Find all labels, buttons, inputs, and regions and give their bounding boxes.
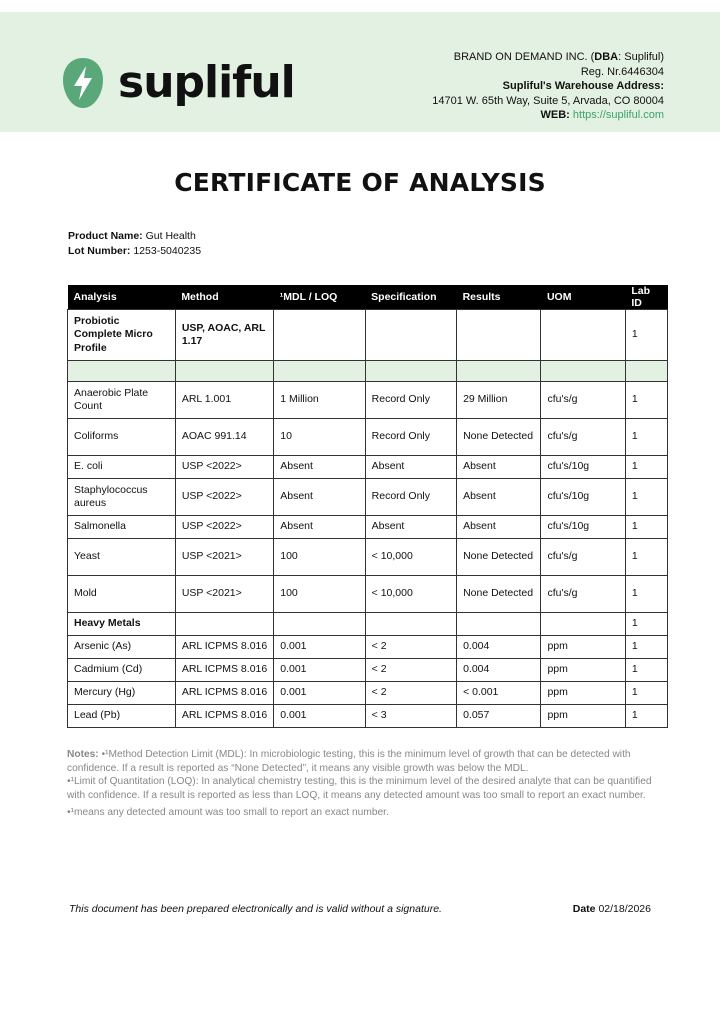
table-cell: None Detected xyxy=(457,419,541,456)
table-cell: USP <2021> xyxy=(175,539,273,576)
table-cell: 1 xyxy=(625,682,667,705)
table-cell: 0.001 xyxy=(274,659,365,682)
table-cell: Mercury (Hg) xyxy=(68,682,176,705)
table-cell: ARL ICPMS 8.016 xyxy=(175,659,273,682)
table-cell: ARL ICPMS 8.016 xyxy=(175,682,273,705)
note-mdl: Notes: •¹Method Detection Limit (MDL): In microbiologic testing, this is the minimum level of growth that can be detected with confidence. If a result is reported as “None Detected”, it means any visible growth was below the MDL. xyxy=(67,749,631,774)
table-cell: Absent xyxy=(457,479,541,516)
note-amount: •¹means any detected amount was too small to report an exact number. xyxy=(67,807,389,819)
table-cell: < 2 xyxy=(365,659,456,682)
table-row xyxy=(68,479,668,516)
table-cell: 1 xyxy=(625,382,667,419)
table-row xyxy=(68,456,668,479)
table-cell: 1 xyxy=(625,419,667,456)
table-cell: Salmonella xyxy=(68,516,176,539)
header-specification: Specification xyxy=(365,285,456,310)
table-section-row xyxy=(68,613,668,636)
table-row xyxy=(68,682,668,705)
table-cell xyxy=(68,361,176,382)
table-cell: 1 xyxy=(625,456,667,479)
table-cell: Arsenic (As) xyxy=(68,636,176,659)
table-cell: 0.001 xyxy=(274,636,365,659)
table-cell: Yeast xyxy=(68,539,176,576)
company-info xyxy=(432,50,664,123)
table-section-row xyxy=(68,310,668,361)
header-lab-id: Lab ID xyxy=(625,285,667,310)
table-cell: ppm xyxy=(541,636,625,659)
table-cell: ppm xyxy=(541,705,625,728)
table-row xyxy=(68,576,668,613)
supliful-logo xyxy=(62,56,295,110)
table-band-row xyxy=(68,361,668,382)
lot-number-line: Lot Number: 1253-5040235 xyxy=(68,245,202,257)
table-cell: AOAC 991.14 xyxy=(175,419,273,456)
table-cell: 1 xyxy=(625,613,667,636)
table-cell xyxy=(457,361,541,382)
web-line: WEB: https://supliful.com xyxy=(540,109,664,122)
table-cell: Absent xyxy=(274,479,365,516)
table-cell: 1 xyxy=(625,705,667,728)
header-results: Results xyxy=(457,285,541,310)
table-row xyxy=(68,539,668,576)
product-name: Gut Health xyxy=(145,230,196,242)
table-cell xyxy=(274,613,365,636)
table-cell: cfu's/10g xyxy=(541,479,625,516)
table-cell: USP <2022> xyxy=(175,456,273,479)
table-cell: < 10,000 xyxy=(365,539,456,576)
table-cell: < 3 xyxy=(365,705,456,728)
company-line: BRAND ON DEMAND INC. (DBA: Supliful) xyxy=(453,51,664,63)
header-mdl-loq: ¹MDL / LOQ xyxy=(274,285,365,310)
header-analysis: Analysis xyxy=(68,285,176,310)
header-uom: UOM xyxy=(541,285,625,310)
table-cell: Absent xyxy=(457,456,541,479)
table-row xyxy=(68,516,668,539)
table-cell: < 10,000 xyxy=(365,576,456,613)
table-cell xyxy=(625,361,667,382)
table-cell: Lead (Pb) xyxy=(68,705,176,728)
table-cell: cfu's/10g xyxy=(541,456,625,479)
table-cell: < 2 xyxy=(365,636,456,659)
table-cell: 1 xyxy=(625,576,667,613)
table-cell: 1 xyxy=(625,310,667,361)
warehouse-address: 14701 W. 65th Way, Suite 5, Arvada, CO 80004 xyxy=(432,94,664,107)
table-cell: 1 xyxy=(625,479,667,516)
table-cell xyxy=(457,613,541,636)
table-body xyxy=(68,310,668,728)
table-row xyxy=(68,419,668,456)
table-cell xyxy=(541,613,625,636)
table-cell xyxy=(541,361,625,382)
table-cell: 0.057 xyxy=(457,705,541,728)
table-cell: Coliforms xyxy=(68,419,176,456)
signature-statement: This document has been prepared electronically and is valid without a signature. xyxy=(69,903,442,915)
table-cell: 100 xyxy=(274,576,365,613)
table-row xyxy=(68,705,668,728)
table-cell: ppm xyxy=(541,682,625,705)
table-cell: cfu's/g xyxy=(541,576,625,613)
table-cell: 0.001 xyxy=(274,705,365,728)
table-cell: 1 xyxy=(625,539,667,576)
website-link[interactable]: https://supliful.com xyxy=(572,109,664,122)
table-cell: 1 xyxy=(625,636,667,659)
analysis-table xyxy=(67,285,668,728)
table-row xyxy=(68,659,668,682)
table-cell: USP <2022> xyxy=(175,479,273,516)
table-cell: Record Only xyxy=(365,382,456,419)
table-cell: < 2 xyxy=(365,682,456,705)
table-cell: Staphylococcus aureus xyxy=(68,479,176,516)
table-cell xyxy=(457,310,541,361)
table-cell: USP, AOAC, ARL 1.17 xyxy=(175,310,273,361)
table-cell: 0.001 xyxy=(274,682,365,705)
table-cell: Absent xyxy=(365,456,456,479)
table-cell: < 0.001 xyxy=(457,682,541,705)
table-cell: USP <2021> xyxy=(175,576,273,613)
table-cell: Mold xyxy=(68,576,176,613)
table-cell: 10 xyxy=(274,419,365,456)
brand-name: supliful xyxy=(118,57,295,108)
table-row xyxy=(68,636,668,659)
table-cell: cfu's/g xyxy=(541,419,625,456)
table-cell xyxy=(274,310,365,361)
table-cell: Absent xyxy=(274,456,365,479)
table-cell: cfu's/g xyxy=(541,539,625,576)
table-cell xyxy=(541,310,625,361)
table-cell: 0.004 xyxy=(457,636,541,659)
table-cell: ARL ICPMS 8.016 xyxy=(175,705,273,728)
lightning-bolt-icon xyxy=(62,56,104,110)
table-cell: ppm xyxy=(541,659,625,682)
table-cell xyxy=(175,361,273,382)
table-cell xyxy=(365,361,456,382)
table-cell: Record Only xyxy=(365,419,456,456)
warehouse-label: Supliful's Warehouse Address: xyxy=(502,80,664,93)
header-method: Method xyxy=(175,285,273,310)
table-cell: Heavy Metals xyxy=(68,613,176,636)
notes-section xyxy=(67,748,664,820)
table-cell: None Detected xyxy=(457,539,541,576)
table-cell: cfu's/g xyxy=(541,382,625,419)
table-cell: 1 xyxy=(625,516,667,539)
note-loq: •¹Limit of Quantitation (LOQ): In analytical chemistry testing, this is the minimum level of the desired analyte that can be quantified with confidence. If a result is reported as less than LOQ, it means any detected amount was too small to report an exact number. xyxy=(67,776,652,801)
table-cell: Absent xyxy=(457,516,541,539)
registration-number: Reg. Nr.6446304 xyxy=(580,65,664,78)
table-cell xyxy=(365,613,456,636)
table-cell: 29 Million xyxy=(457,382,541,419)
table-cell: Probiotic Complete Micro Profile xyxy=(68,310,176,361)
table-cell: Record Only xyxy=(365,479,456,516)
table-cell: Anaerobic Plate Count xyxy=(68,382,176,419)
header-banner xyxy=(0,12,720,132)
table-cell: None Detected xyxy=(457,576,541,613)
table-cell xyxy=(365,310,456,361)
table-cell: 1 Million xyxy=(274,382,365,419)
table-cell: ARL ICPMS 8.016 xyxy=(175,636,273,659)
document-title: CERTIFICATE OF ANALYSIS xyxy=(174,168,546,197)
table-cell: 1 xyxy=(625,659,667,682)
table-cell: E. coli xyxy=(68,456,176,479)
table-row xyxy=(68,382,668,419)
lot-number: 1253-5040235 xyxy=(133,245,202,257)
product-info xyxy=(68,229,201,259)
table-cell: cfu's/10g xyxy=(541,516,625,539)
table-cell: USP <2022> xyxy=(175,516,273,539)
document-date: Date 02/18/2026 xyxy=(572,903,651,915)
table-cell: Absent xyxy=(274,516,365,539)
product-name-line: Product Name: Gut Health xyxy=(68,230,196,242)
table-cell xyxy=(274,361,365,382)
table-cell: 0.004 xyxy=(457,659,541,682)
table-cell: ARL 1.001 xyxy=(175,382,273,419)
table-cell: Absent xyxy=(365,516,456,539)
table-header-row xyxy=(68,285,668,310)
table-cell: Cadmium (Cd) xyxy=(68,659,176,682)
table-cell xyxy=(175,613,273,636)
table-cell: 100 xyxy=(274,539,365,576)
